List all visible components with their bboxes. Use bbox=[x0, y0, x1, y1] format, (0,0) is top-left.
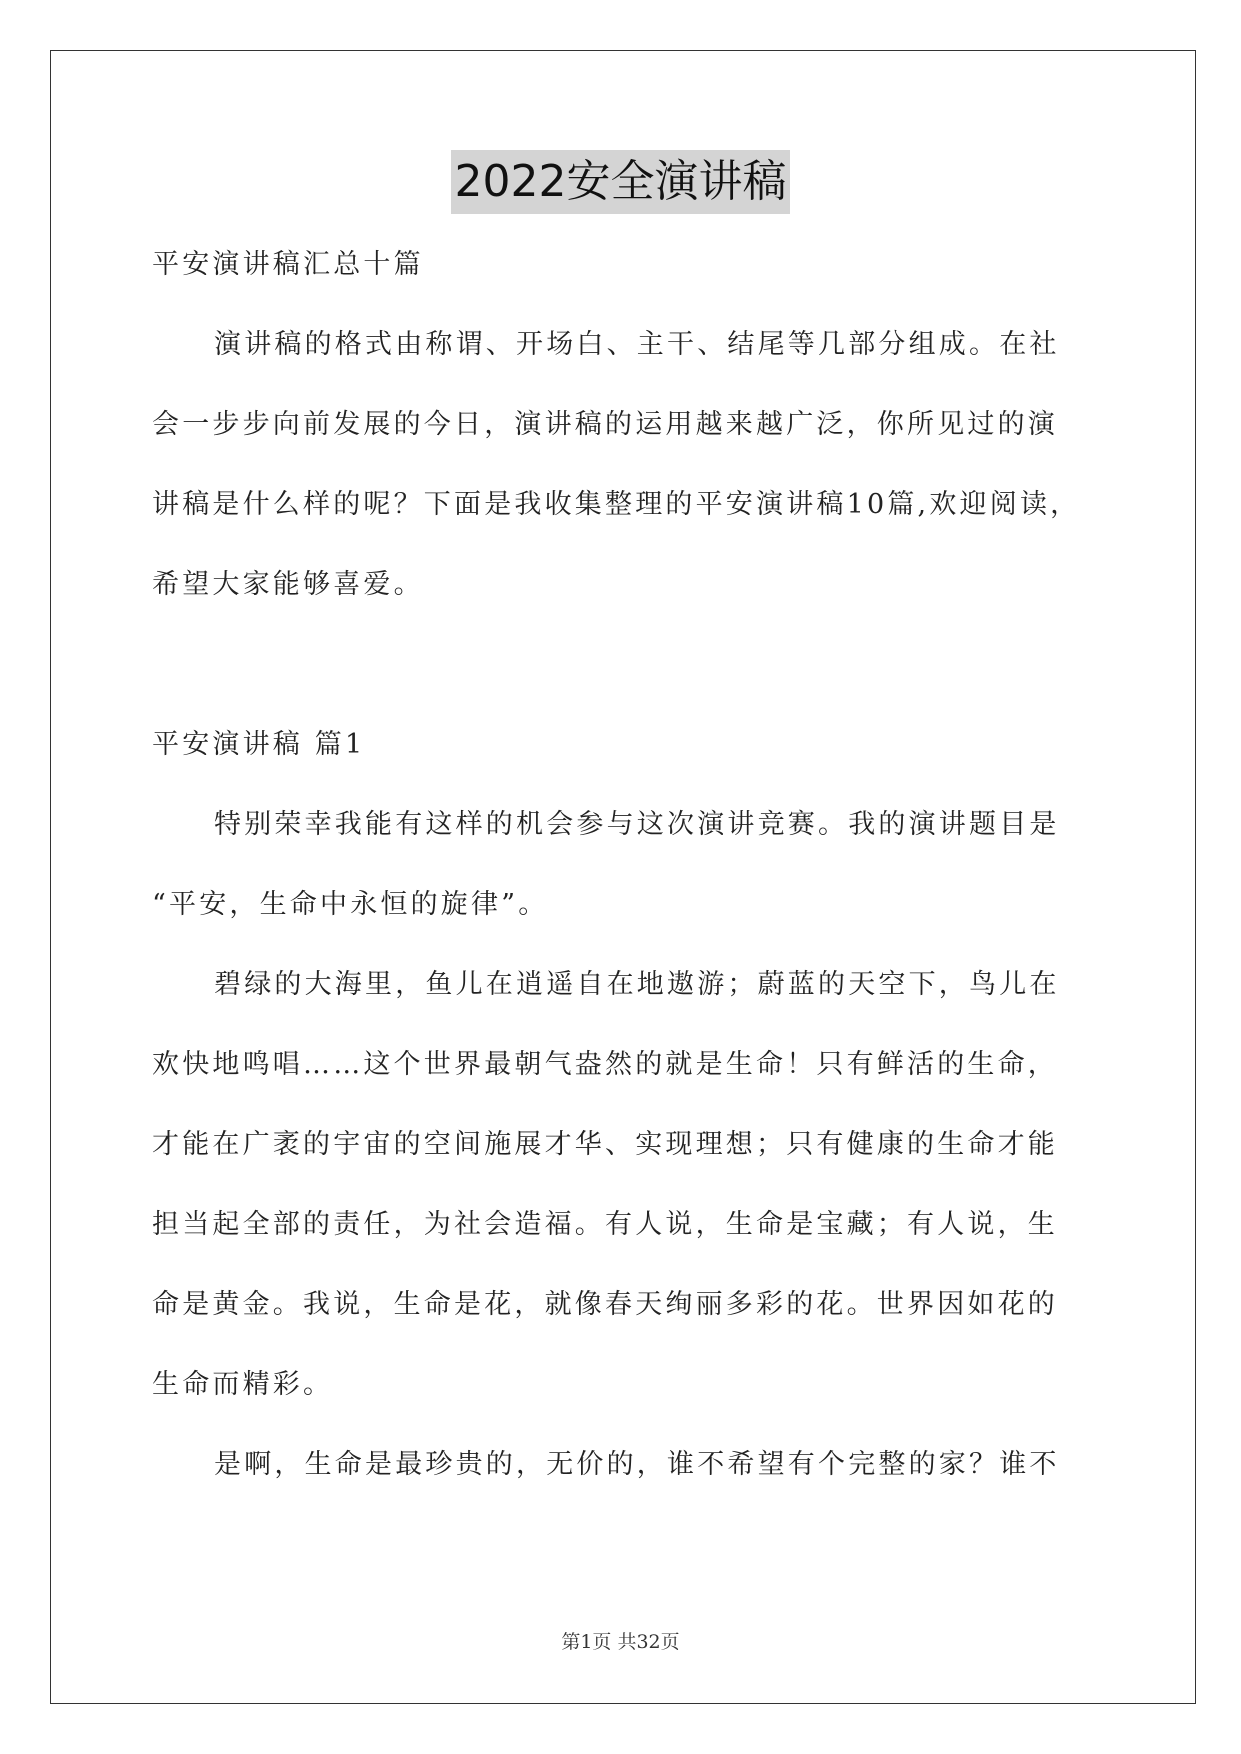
paragraph-line: 特别荣幸我能有这样的机会参与这次演讲竞赛。我的演讲题目是 bbox=[214, 809, 1060, 840]
paragraph-line: 欢快地鸣唱……这个世界最朝气盎然的就是生命！只有鲜活的生命， bbox=[152, 1049, 1058, 1080]
paragraph-line: “平安，生命中永恒的旋律”。 bbox=[152, 889, 549, 920]
paragraph-line: 是啊，生命是最珍贵的，无价的，谁不希望有个完整的家？谁不 bbox=[214, 1449, 1060, 1480]
page-number: 第1页 共32页 bbox=[561, 1631, 680, 1653]
paragraph-line: 担当起全部的责任，为社会造福。有人说，生命是宝藏；有人说，生 bbox=[152, 1209, 1058, 1240]
document-title: 2022安全演讲稿 bbox=[451, 150, 791, 214]
intro-line: 演讲稿的格式由称谓、开场白、主干、结尾等几部分组成。在社 bbox=[214, 329, 1060, 360]
section-heading: 平安演讲稿 篇1 bbox=[152, 729, 366, 760]
paragraph-line: 碧绿的大海里，鱼儿在逍遥自在地遨游；蔚蓝的天空下，鸟儿在 bbox=[214, 969, 1060, 1000]
intro-line: 讲稿是什么样的呢？下面是我收集整理的平安演讲稿10篇,欢迎阅读， bbox=[152, 489, 1081, 520]
intro-line: 会一步步向前发展的今日，演讲稿的运用越来越广泛，你所见过的演 bbox=[152, 409, 1058, 440]
paragraph-line: 才能在广袤的宇宙的空间施展才华、实现理想；只有健康的生命才能 bbox=[152, 1129, 1058, 1160]
document-subtitle: 平安演讲稿汇总十篇 bbox=[152, 249, 424, 280]
paragraph-line: 命是黄金。我说，生命是花，就像春天绚丽多彩的花。世界因如花的 bbox=[152, 1289, 1058, 1320]
paragraph-line: 生命而精彩。 bbox=[152, 1369, 334, 1400]
title-container bbox=[0, 150, 1241, 214]
intro-line: 希望大家能够喜爱。 bbox=[152, 569, 424, 600]
section-gap bbox=[152, 625, 1092, 705]
document-body bbox=[152, 225, 1092, 1505]
